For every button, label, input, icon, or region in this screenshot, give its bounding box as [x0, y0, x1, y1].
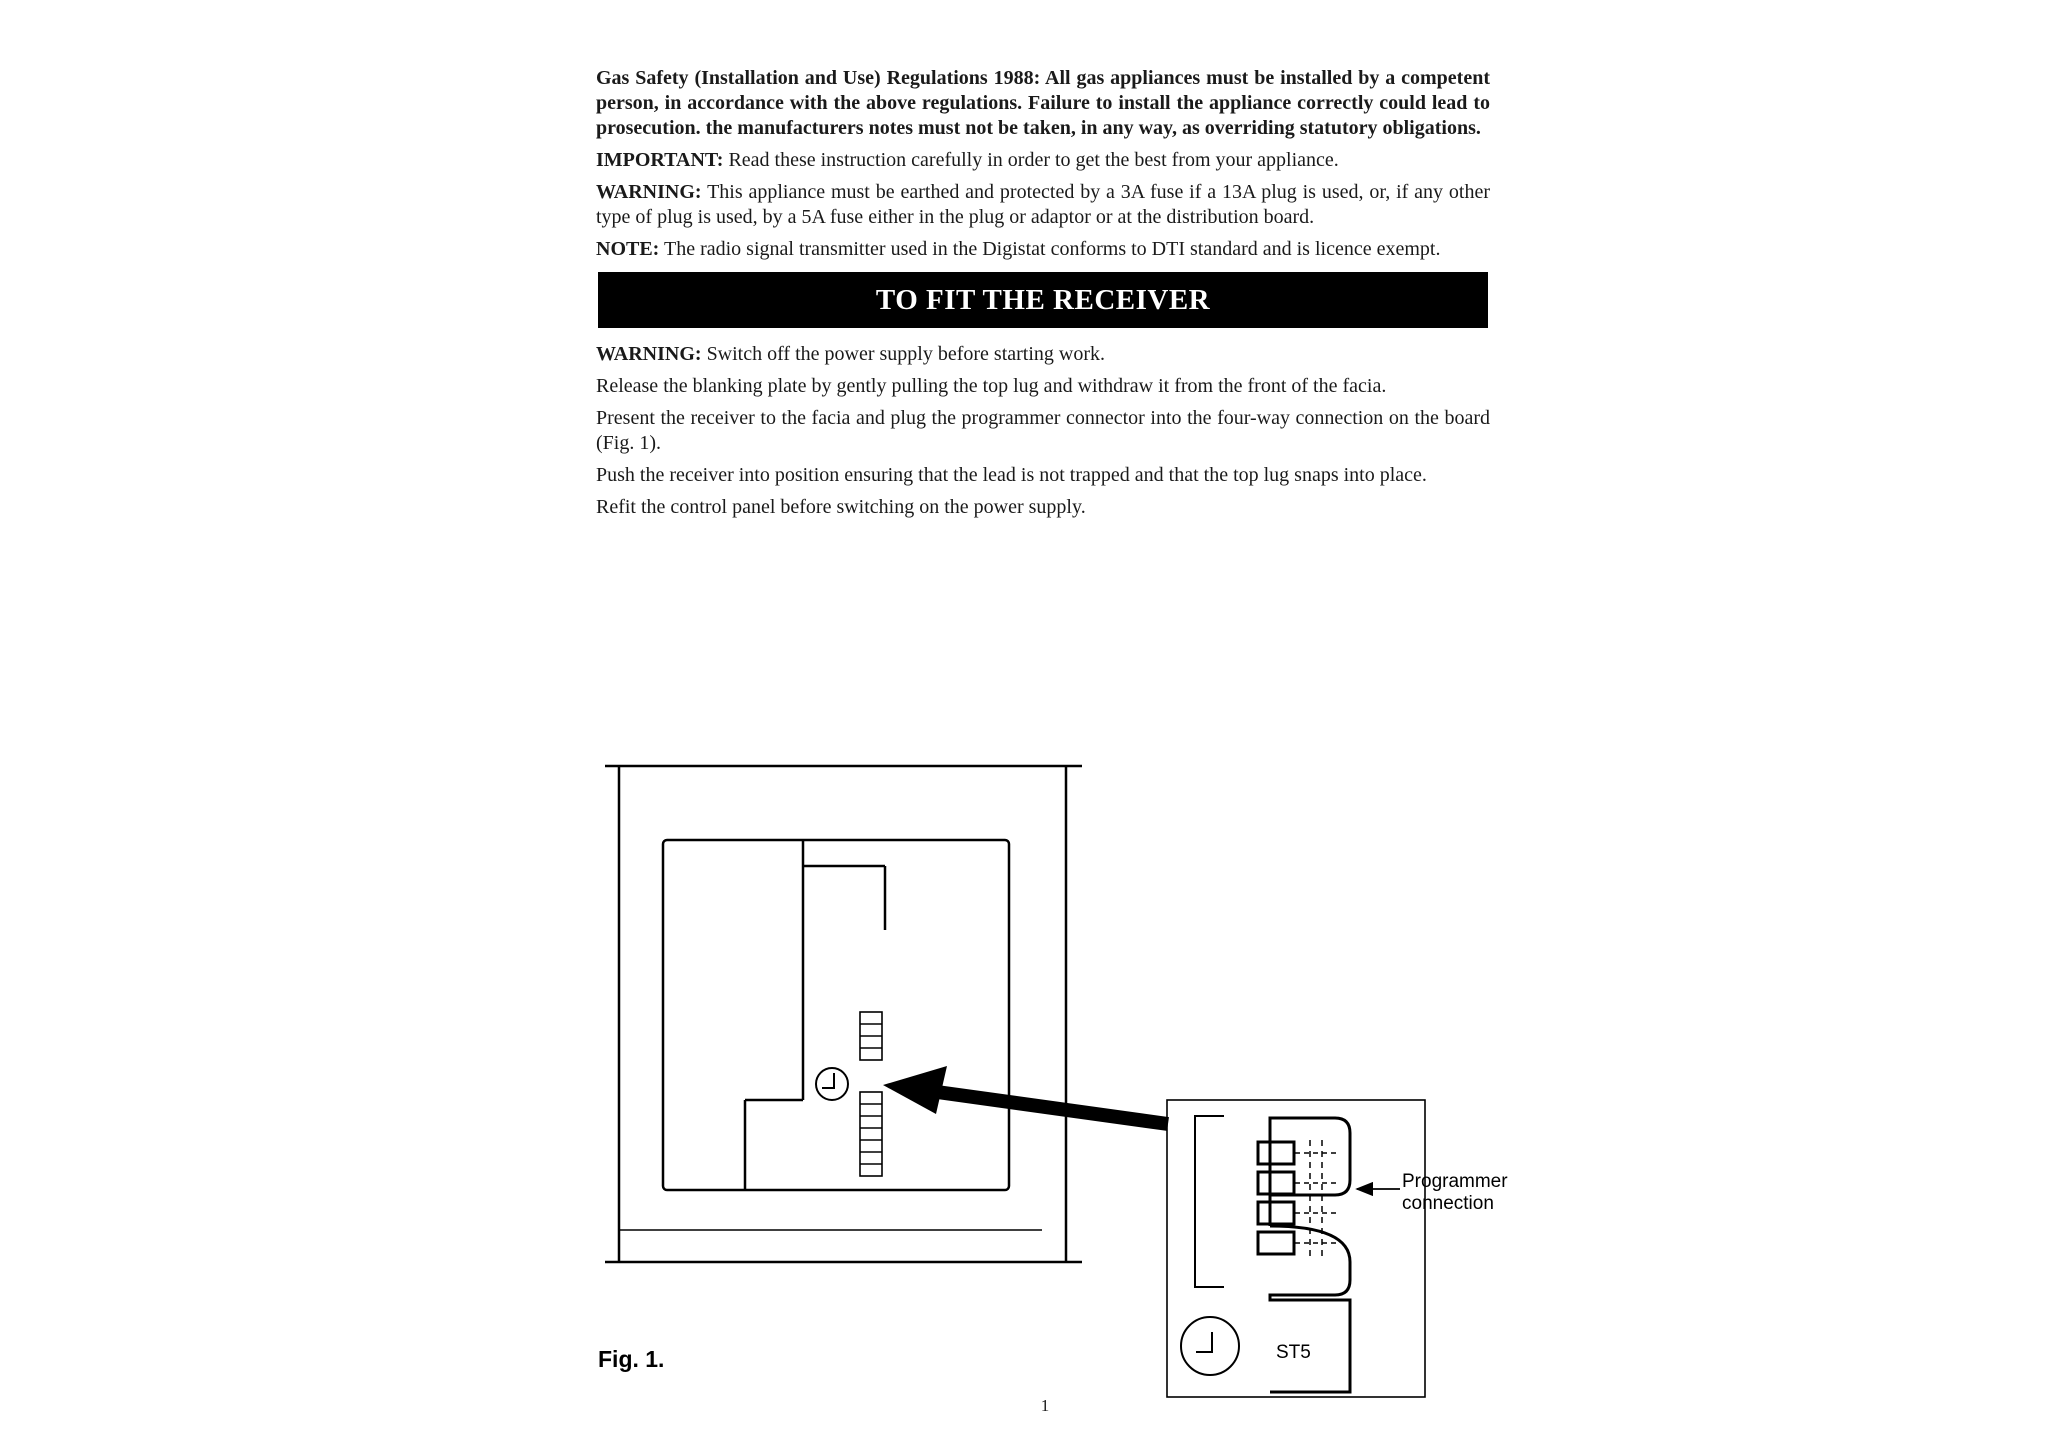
- step-1: Release the blanking plate by gently pulling the top lug and withdraw it from the front of the facia.: [596, 375, 1387, 397]
- programmer-label-line1: Programmer: [1402, 1171, 1508, 1192]
- connector-id-label: ST5: [1276, 1342, 1311, 1363]
- pointer-arrow: [883, 1066, 1168, 1124]
- note-text: The radio signal transmitter used in the Digistat conforms to DTI standard and is licence exempt.: [659, 238, 1441, 260]
- step-3: Push the receiver into position ensuring that the lead is not trapped and that the top lug snaps into place.: [596, 464, 1427, 486]
- inset-clock-symbol: [1181, 1317, 1239, 1375]
- section-warning-label: WARNING:: [596, 343, 702, 365]
- programmer-label-line2: connection: [1402, 1193, 1494, 1214]
- board-connector: [860, 1012, 882, 1176]
- section-heading: TO FIT THE RECEIVER: [598, 272, 1488, 328]
- step-2: Present the receiver to the facia and plug the programmer connector into the four-way connection on the board (Fig. 1).: [596, 407, 1490, 454]
- figure-caption: Fig. 1.: [598, 1346, 665, 1372]
- page-number: 1: [1040, 1396, 1050, 1415]
- note-label: NOTE:: [596, 238, 660, 260]
- section-warning-text: Switch off the power supply before starting work.: [701, 343, 1105, 365]
- receiver-housing: [663, 840, 1009, 1190]
- important-text: Read these instruction carefully in order to get the best from your appliance.: [723, 149, 1339, 171]
- warning-label: WARNING:: [596, 181, 702, 203]
- regulations-paragraph: Gas Safety (Installation and Use) Regulations 1988: All gas appliances must be installed by a competent person, in accordance with the above regulations. Failure to install the appliance correctly could lead to prosecution. the manufacturers notes must not be taken, in any way, as overriding statutory obligations.: [596, 67, 1490, 139]
- warning-text: This appliance must be earthed and protected by a 3A fuse if a 13A plug is used, or, if any other type of plug is used, by a 5A fuse either in the plug or adaptor or at the distribution board.: [596, 181, 1490, 228]
- step-4: Refit the control panel before switching on the power supply.: [596, 496, 1086, 518]
- important-label: IMPORTANT:: [596, 149, 724, 171]
- board-clock-symbol: [816, 1068, 848, 1100]
